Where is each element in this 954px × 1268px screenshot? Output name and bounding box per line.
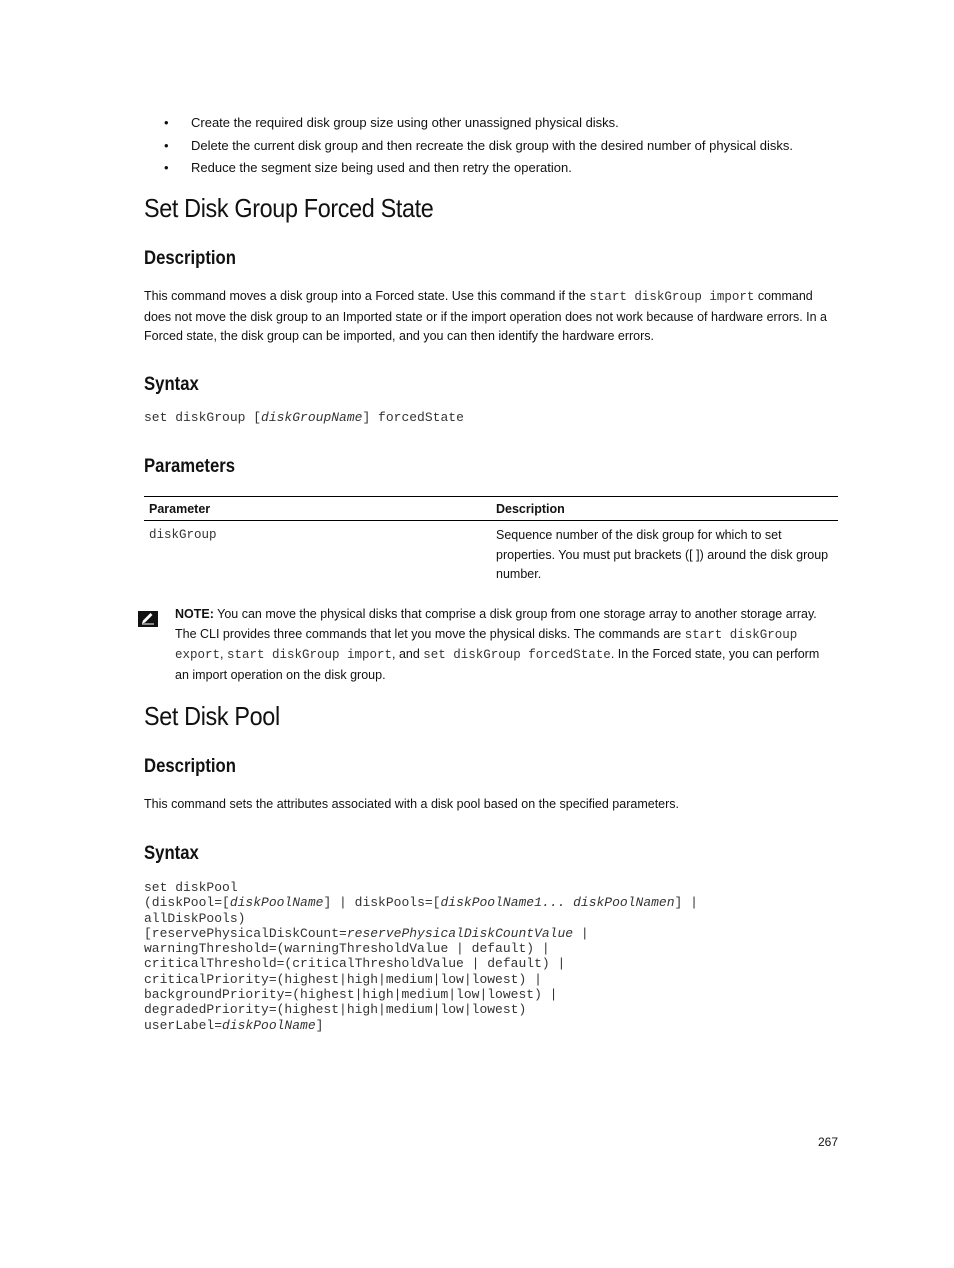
inline-code: start diskGroup import	[226, 648, 392, 663]
description-paragraph: This command moves a disk group into a Forced state. Use this command if the start diskGroup import command does not move the disk group to an Imported state or if the import operation does not work because of hardware errors. In a Forced state, the disk group can be imported, and you can then identify the hardware errors.	[144, 289, 828, 343]
inline-code: start diskGroup export	[175, 627, 798, 663]
syntax-code: set diskGroup [diskGroupName] forcedState	[144, 410, 464, 425]
description-paragraph: This command sets the attributes associated with a disk pool based on the specified parameters.	[144, 797, 680, 811]
list-item: • Reduce the segment size being used and then retry the operation.	[164, 157, 793, 180]
section-title-disk-pool: Set Disk Pool	[144, 701, 280, 731]
column-header-description: Description	[491, 497, 838, 521]
table-header-row	[144, 497, 838, 521]
description-cell: Sequence number of the disk group for which to set properties. You must put brackets ([ ]) around the disk group number.	[496, 528, 829, 581]
parameters-heading: Parameters	[144, 456, 236, 477]
column-header-parameter: Parameter	[144, 497, 491, 521]
description-heading: Description	[144, 248, 236, 269]
description-heading: Description	[144, 756, 236, 777]
inline-code: start diskGroup import	[589, 290, 755, 304]
list-item: • Delete the current disk group and then recreate the disk group with the desired number of physical disks.	[164, 135, 793, 158]
syntax-code-block: set diskPool (diskPool=[diskPoolName] | diskPools=[diskPoolName1... diskPoolNamen] | allDiskPools) [reservePhysicalDiskCount=reservePhysicalDiskCountValue | warningThreshold=(warningThresholdValue | default) | criticalThreshold=(criticalThresholdValue | default) | criticalPriority=(highest|high|medium|low|lowest) | backgroundPriority=(highest|high|medium|low|lowest) | degradedPriority=(highest|high|medium|low|lowest) userLabel=diskPoolName]	[144, 880, 698, 1033]
bullet-list	[164, 112, 793, 180]
section-title-forced-state: Set Disk Group Forced State	[144, 193, 434, 223]
parameters-table	[144, 496, 838, 593]
list-item: • Create the required disk group size using other unassigned physical disks.	[164, 112, 793, 135]
parameter-cell: diskGroup	[149, 528, 217, 542]
page-number: 267	[818, 1135, 839, 1149]
syntax-heading: Syntax	[144, 374, 199, 395]
inline-code: set diskGroup forcedState	[423, 648, 611, 663]
syntax-heading: Syntax	[144, 843, 199, 864]
pencil-note-icon	[138, 611, 158, 627]
table-row	[144, 521, 838, 593]
note-label: NOTE:	[175, 607, 214, 621]
note-text: NOTE: You can move the physical disks that comprise a disk group from one storage array to another storage array. The CLI provides three commands that let you move the physical disks. The commands are start diskGroup export, start diskGroup import, and set diskGroup forcedState. In the Forced state, you can perform an import operation on the disk group.	[175, 607, 820, 683]
